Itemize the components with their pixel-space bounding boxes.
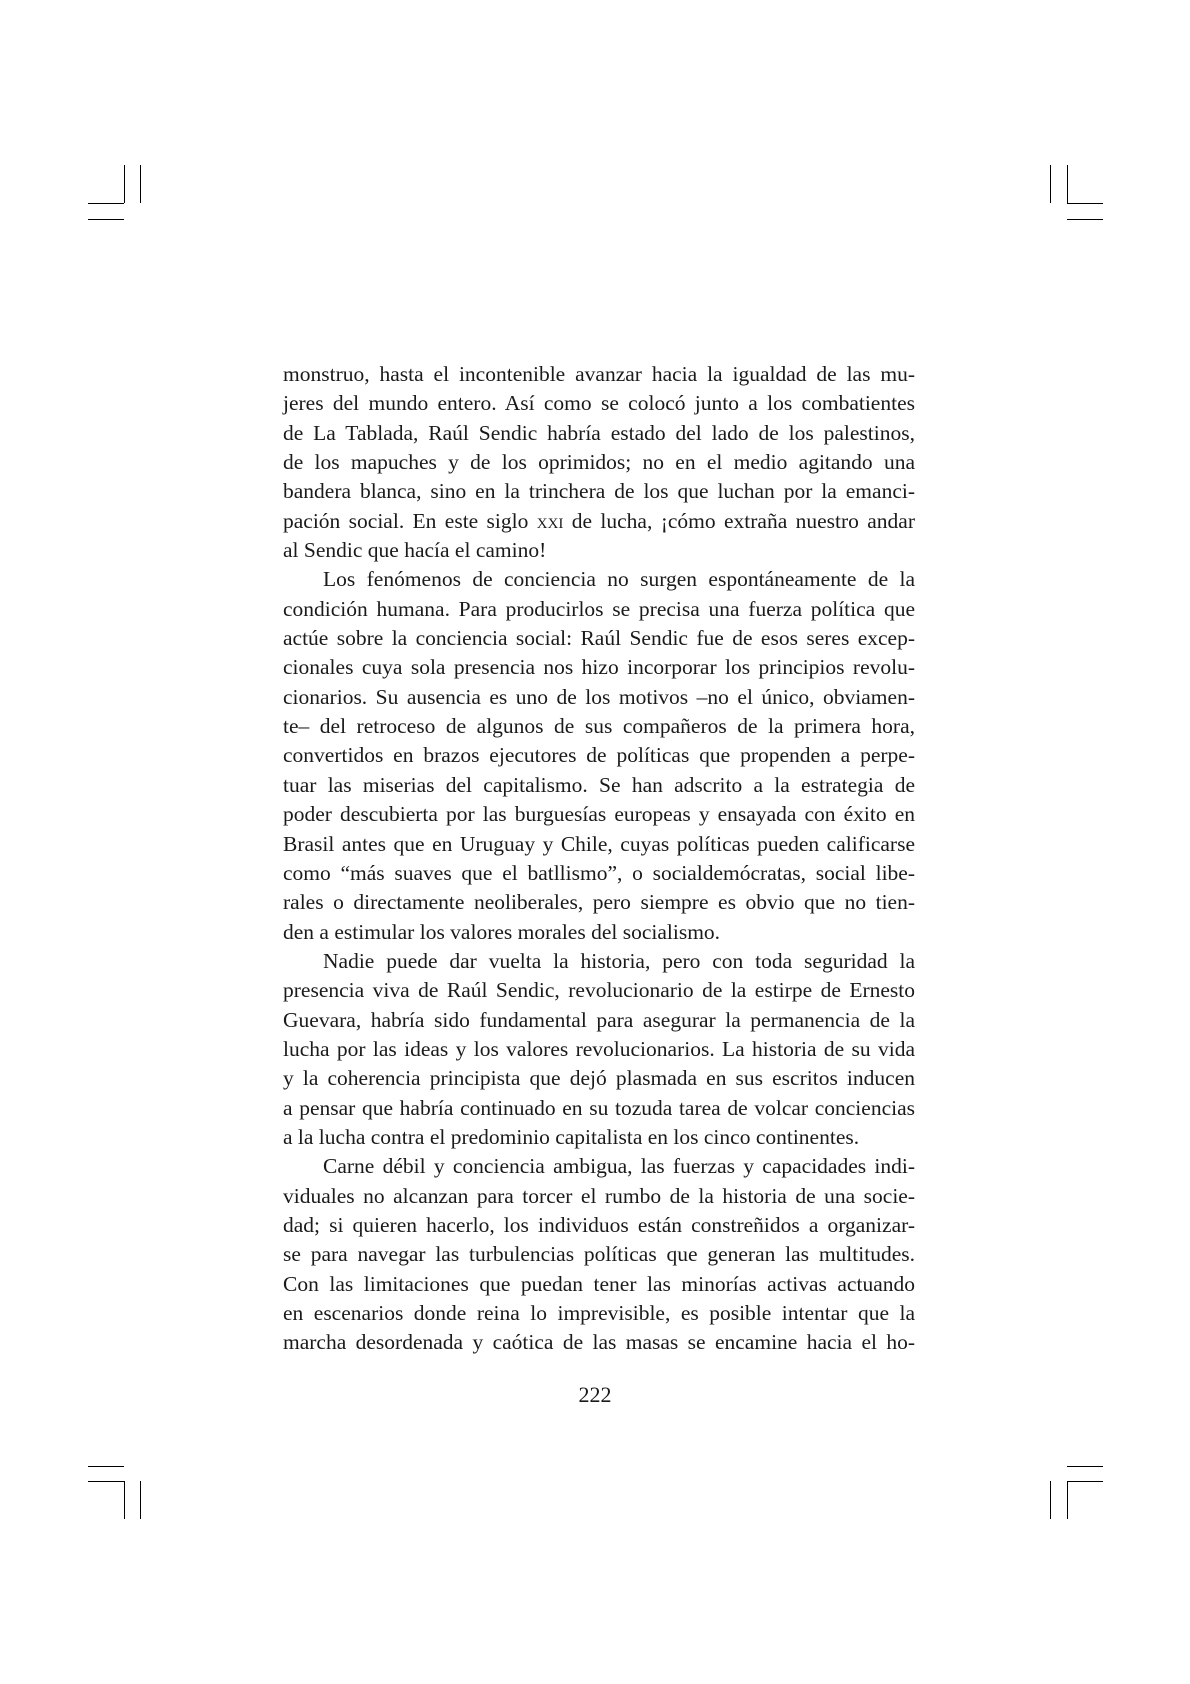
text-line: condición humana. Para producirlos se precisa una fuerza política que [283, 596, 915, 621]
text-line: den a estimular los valores morales del socialismo. [283, 919, 721, 944]
text-line: a la lucha contra el predominio capitalista en los cinco continentes. [283, 1124, 860, 1149]
crop-mark [140, 165, 141, 203]
text-line: Carne débil y conciencia ambigua, las fuerzas y capacidades indi- [323, 1154, 915, 1179]
text-line: en escenarios donde reina lo imprevisible, es posible intentar que la [283, 1301, 915, 1325]
body-text [283, 360, 915, 1358]
text-line: viduales no alcanzan para torcer el rumbo de la historia de una socie- [283, 1183, 915, 1208]
crop-mark [124, 165, 125, 203]
text-line: Guevara, habría sido fundamental para asegurar la permanencia de la [283, 1007, 915, 1032]
text-line: pación social. En este siglo xxi de lucha, ¡cómo extraña nuestro andar [283, 508, 915, 533]
crop-mark [1050, 1481, 1051, 1519]
text-line: a pensar que habría continuado en su tozuda tarea de volcar conciencias [283, 1095, 915, 1120]
text-line: cionales cuya sola presencia nos hizo incorporar los principios revolu- [283, 655, 915, 680]
text-line: dad; si quieren hacerlo, los individuos están constreñidos a organizar- [283, 1212, 915, 1237]
crop-mark [1067, 165, 1068, 203]
crop-mark [1067, 1466, 1103, 1467]
text-line: al Sendic que hacía el camino! [283, 538, 547, 563]
text-line: Nadie puede dar vuelta la historia, pero con toda seguridad la [323, 948, 915, 973]
crop-mark [88, 1466, 124, 1467]
text-line: se para navegar las turbulencias políticas que generan las multitudes. [283, 1242, 915, 1267]
crop-mark [88, 219, 124, 220]
text-line: convertidos en brazos ejecutores de políticas que propenden a perpe- [283, 743, 915, 768]
text-line: y la coherencia principista que dejó plasmada en sus escritos inducen [283, 1066, 915, 1091]
crop-mark [1067, 1481, 1068, 1519]
text-line: bandera blanca, sino en la trinchera de los que luchan por la emanci- [283, 479, 915, 504]
text-line: Brasil antes que en Uruguay y Chile, cuyas políticas pueden calificarse [283, 831, 915, 856]
crop-mark [140, 1481, 141, 1519]
crop-mark [1067, 1481, 1103, 1482]
text-line: te– del retroceso de algunos de sus compañeros de la primera hora, [283, 714, 915, 739]
crop-mark [124, 1481, 125, 1519]
text-line: como “más suaves que el batllismo”, o socialdemócratas, social libe- [283, 860, 915, 885]
text-line: lucha por las ideas y los valores revolucionarios. La historia de su vida [283, 1036, 915, 1061]
text-line: marcha desordenada y caótica de las masas se encamine hacia el ho- [283, 1330, 915, 1355]
text-line: Con las limitaciones que puedan tener las minorías activas actuando [283, 1271, 915, 1296]
crop-mark [1050, 165, 1051, 203]
text-line: presencia viva de Raúl Sendic, revolucionario de la estirpe de Ernesto [283, 978, 915, 1003]
crop-mark [88, 203, 124, 204]
text-line: de los mapuches y de los oprimidos; no en el medio agitando una [283, 450, 915, 475]
text-line: cionarios. Su ausencia es uno de los motivos –no el único, obviamen- [283, 684, 915, 709]
text-line: jeres del mundo entero. Así como se colocó junto a los combatientes [283, 391, 915, 416]
page-number: 222 [578, 1382, 612, 1407]
text-line: rales o directamente neoliberales, pero siempre es obvio que no tien- [283, 890, 915, 915]
text-line: monstruo, hasta el incontenible avanzar hacia la igualdad de las mu- [283, 362, 915, 386]
paragraph [283, 947, 915, 1152]
crop-mark [88, 1481, 124, 1482]
text-line: actúe sobre la conciencia social: Raúl Sendic fue de esos seres excep- [283, 626, 915, 651]
text-line: de La Tablada, Raúl Sendic habría estado del lado de los palestinos, [283, 420, 915, 445]
text-line: Los fenómenos de conciencia no surgen espontáneamente de la [323, 567, 915, 592]
paragraph [283, 565, 915, 946]
paragraph [283, 360, 915, 565]
small-caps-numeral: xxi [536, 508, 564, 533]
text-line: tuar las miserias del capitalismo. Se han adscrito a la estrategia de [283, 772, 915, 797]
text-line: poder descubierta por las burguesías europeas y ensayada con éxito en [283, 802, 915, 827]
crop-mark [1067, 219, 1103, 220]
paragraph [283, 1152, 915, 1357]
crop-mark [1067, 203, 1103, 204]
